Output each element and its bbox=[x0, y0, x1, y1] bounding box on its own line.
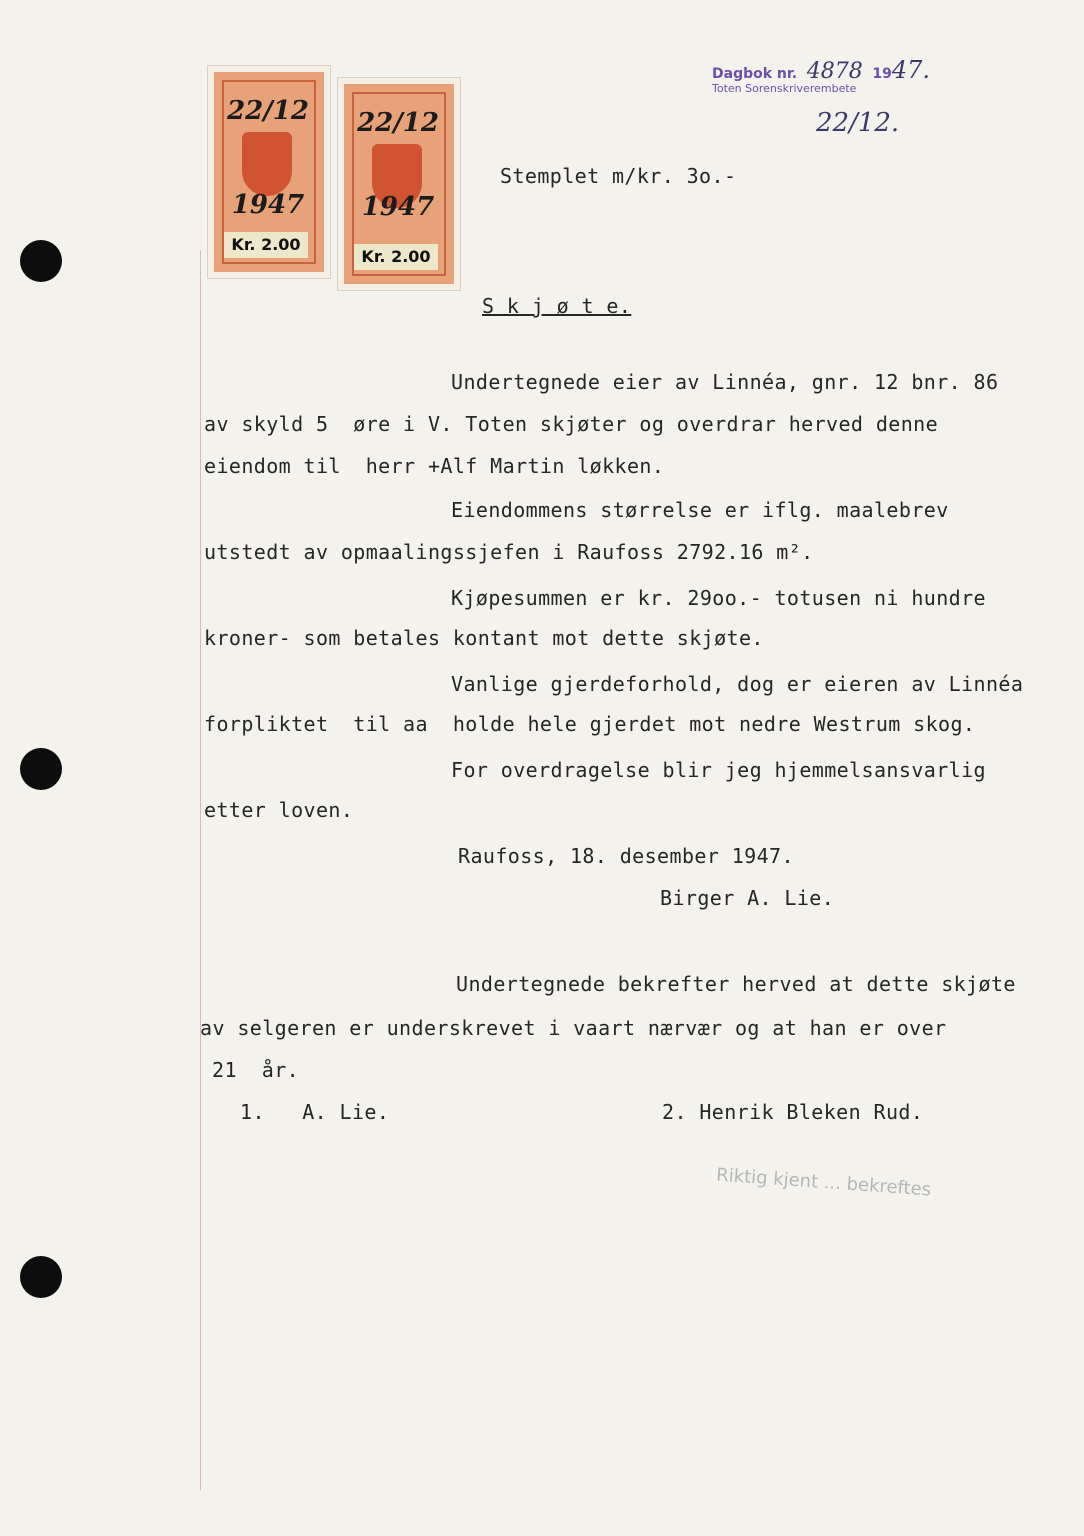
place-date: Raufoss, 18. desember 1947. bbox=[458, 844, 794, 868]
journal-stamp bbox=[712, 56, 930, 95]
coat-of-arms-icon bbox=[242, 132, 292, 196]
journal-label: Dagbok nr. bbox=[712, 66, 798, 82]
body-line: Kjøpesummen er kr. 29oo.- totusen ni hundre bbox=[451, 586, 986, 610]
witness-line: Undertegnede bekrefter herved at dette skjøte bbox=[456, 972, 1016, 996]
body-line: utstedt av opmaalingssjefen i Raufoss 2792.16 m². bbox=[204, 540, 814, 564]
journal-number: 4878 bbox=[806, 59, 863, 84]
stamp-handwritten-year: 1947 bbox=[231, 190, 305, 220]
revenue-stamp bbox=[208, 66, 330, 278]
body-line: kroner- som betales kontant mot dette skjøte. bbox=[204, 626, 764, 650]
journal-year-handwritten: 47. bbox=[891, 56, 931, 84]
footer-stamp: Riktig kjent ... bekreftes bbox=[715, 1164, 932, 1201]
body-line: Eiendommens størrelse er iflg. maalebrev bbox=[451, 498, 949, 522]
margin-line bbox=[200, 250, 201, 1490]
revenue-stamp bbox=[338, 78, 460, 290]
document-title: S k j ø t e. bbox=[482, 294, 632, 318]
body-line: eiendom til herr +Alf Martin løkken. bbox=[204, 454, 665, 478]
witness-line: 21 år. bbox=[212, 1058, 300, 1082]
witness-line: av selgeren er underskrevet i vaart nærvær og at han er over bbox=[200, 1016, 947, 1040]
punch-hole bbox=[20, 748, 62, 790]
witness-2: 2. Henrik Bleken Rud. bbox=[662, 1100, 924, 1124]
stamp-handwritten-year: 1947 bbox=[361, 192, 435, 222]
journal-office: Toten Sorenskriverembete bbox=[712, 82, 857, 95]
journal-year-printed: 19 bbox=[872, 66, 892, 82]
journal-date: 22/12. bbox=[816, 108, 900, 138]
punch-hole bbox=[20, 240, 62, 282]
punch-hole bbox=[20, 1256, 62, 1298]
stamp-note: Stemplet m/kr. 3o.- bbox=[500, 164, 737, 188]
stamp-handwritten-date: 22/12 bbox=[357, 108, 439, 138]
body-line: Vanlige gjerdeforhold, dog er eieren av Linnéa bbox=[451, 672, 1024, 696]
witness-1: 1. A. Lie. bbox=[240, 1100, 390, 1124]
body-line: Undertegnede eier av Linnéa, gnr. 12 bnr. 86 bbox=[451, 370, 999, 394]
seller-signature: Birger A. Lie. bbox=[660, 886, 835, 910]
stamp-value: Kr. 2.00 bbox=[354, 244, 438, 270]
body-line: av skyld 5 øre i V. Toten skjøter og overdrar herved denne bbox=[204, 412, 939, 436]
stamp-value: Kr. 2.00 bbox=[224, 232, 308, 258]
body-line: forpliktet til aa holde hele gjerdet mot nedre Westrum skog. bbox=[204, 712, 976, 736]
body-line: etter loven. bbox=[204, 798, 354, 822]
stamp-handwritten-date: 22/12 bbox=[227, 96, 309, 126]
body-line: For overdragelse blir jeg hjemmelsansvarlig bbox=[451, 758, 986, 782]
